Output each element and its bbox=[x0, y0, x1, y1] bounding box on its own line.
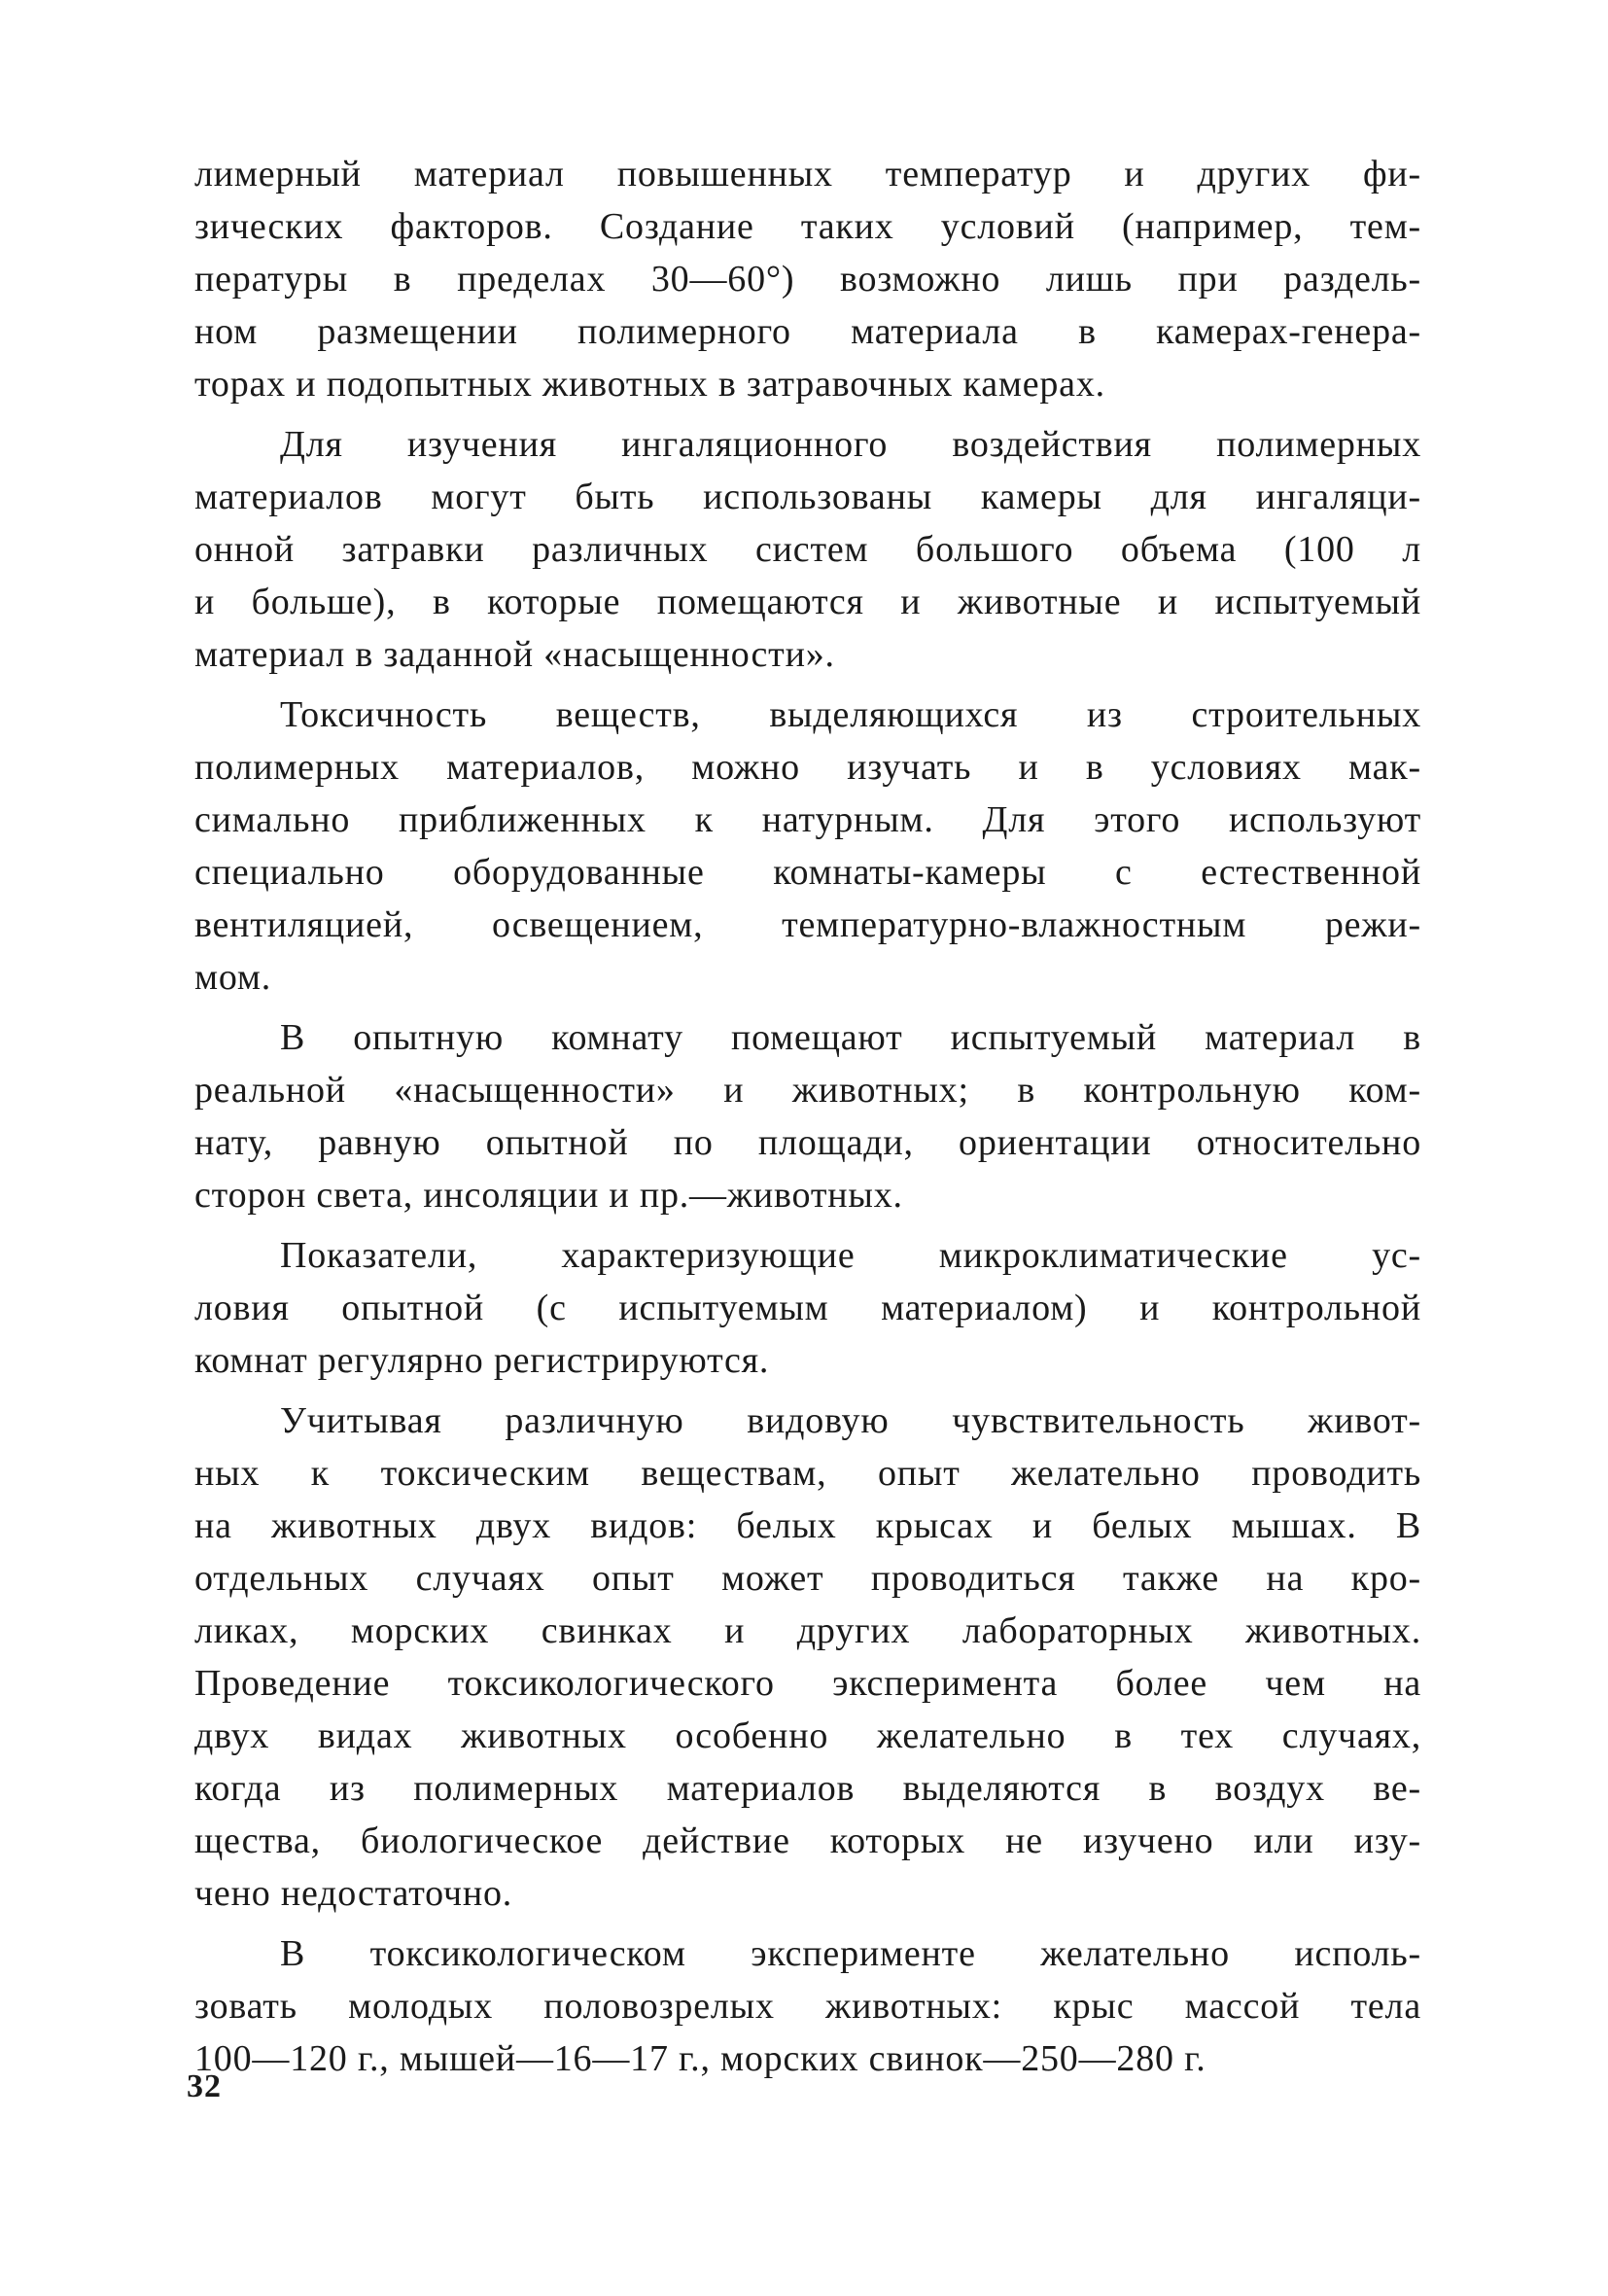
paragraph bbox=[194, 689, 1421, 1004]
text-line: 100—120 г., мышей—16—17 г., морских свинок—250—280 г. bbox=[194, 2038, 1206, 2079]
text-line: Токсичность веществ, выделяющихся из строительных bbox=[280, 694, 1421, 735]
text-line: специально оборудованные комнаты-камеры с естественной bbox=[194, 852, 1421, 893]
text-line: нату, равную опытной по площади, ориентации относительно bbox=[194, 1122, 1421, 1163]
paragraph bbox=[194, 1229, 1421, 1387]
paragraph-gap bbox=[194, 1920, 1421, 1927]
text-line: чено недостаточно. bbox=[194, 1873, 513, 1914]
paragraph bbox=[194, 418, 1421, 681]
paragraph bbox=[194, 1395, 1421, 1920]
text-line: и больше), в которые помещаются и животные и испытуемый bbox=[194, 582, 1421, 622]
text-line: В опытную комнату помещают испытуемый материал в bbox=[280, 1017, 1421, 1058]
text-line: на животных двух видов: белых крысах и белых мышах. В bbox=[194, 1505, 1421, 1546]
text-line: зовать молодых половозрелых животных: крыс массой тела bbox=[194, 1986, 1421, 2027]
text-line: материалов могут быть использованы камеры для ингаляци- bbox=[194, 477, 1421, 517]
text-line: онной затравки различных систем большого объема (100 л bbox=[194, 529, 1421, 570]
text-line: Учитывая различную видовую чувствительность живот- bbox=[280, 1400, 1421, 1441]
text-line: отдельных случаях опыт может проводиться также на кро- bbox=[194, 1558, 1421, 1599]
text-line: Для изучения ингаляционного воздействия полимерных bbox=[280, 424, 1421, 465]
text-line: реальной «насыщенности» и животных; в контрольную ком- bbox=[194, 1070, 1421, 1111]
paragraph bbox=[194, 1927, 1421, 2085]
text-line: полимерных материалов, можно изучать и в условиях мак- bbox=[194, 747, 1421, 788]
text-line: сторон света, инсоляции и пр.—животных. bbox=[194, 1175, 903, 1216]
text-line: симально приближенных к натурным. Для этого используют bbox=[194, 799, 1421, 840]
text-line: В токсикологическом эксперименте желательно исполь- bbox=[280, 1933, 1421, 1974]
text-line: двух видах животных особенно желательно в тех случаях, bbox=[194, 1715, 1421, 1756]
text-line: пературы в пределах 30—60°) возможно лишь при раздель- bbox=[194, 259, 1421, 300]
paragraph-gap bbox=[194, 1387, 1421, 1395]
paragraph-gap bbox=[194, 410, 1421, 418]
paragraph-gap bbox=[194, 681, 1421, 689]
text-line: торах и подопытных животных в затравочных камерах. bbox=[194, 364, 1105, 405]
paragraph bbox=[194, 1011, 1421, 1221]
text-line: ликах, морских свинках и других лабораторных животных. bbox=[194, 1610, 1421, 1651]
text-line: ных к токсическим веществам, опыт желательно проводить bbox=[194, 1453, 1421, 1494]
text-line: Показатели, характеризующие микроклиматические ус- bbox=[280, 1235, 1421, 1276]
paragraph-gap bbox=[194, 1004, 1421, 1011]
paragraph-gap bbox=[194, 1221, 1421, 1229]
text-line: ном размещении полимерного материала в камерах-генера- bbox=[194, 311, 1421, 352]
page-number: 32 bbox=[187, 2068, 222, 2104]
text-line: вентиляцией, освещением, температурно-влажностным режи- bbox=[194, 904, 1421, 945]
text-line: мом. bbox=[194, 957, 272, 998]
text-line: материал в заданной «насыщенности». bbox=[194, 634, 835, 675]
text-line: Проведение токсикологического эксперимента более чем на bbox=[194, 1663, 1421, 1704]
paragraph bbox=[194, 148, 1421, 410]
text-line: зических факторов. Создание таких условий (например, тем- bbox=[194, 206, 1421, 247]
body-text bbox=[194, 148, 1421, 2085]
text-line: лимерный материал повышенных температур и других фи- bbox=[194, 154, 1421, 194]
text-line: комнат регулярно регистрируются. bbox=[194, 1340, 770, 1381]
text-line: ловия опытной (с испытуемым материалом) и контрольной bbox=[194, 1288, 1421, 1328]
text-line: щества, биологическое действие которых не изучено или изу- bbox=[194, 1820, 1421, 1861]
text-line: когда из полимерных материалов выделяются в воздух ве- bbox=[194, 1768, 1421, 1809]
